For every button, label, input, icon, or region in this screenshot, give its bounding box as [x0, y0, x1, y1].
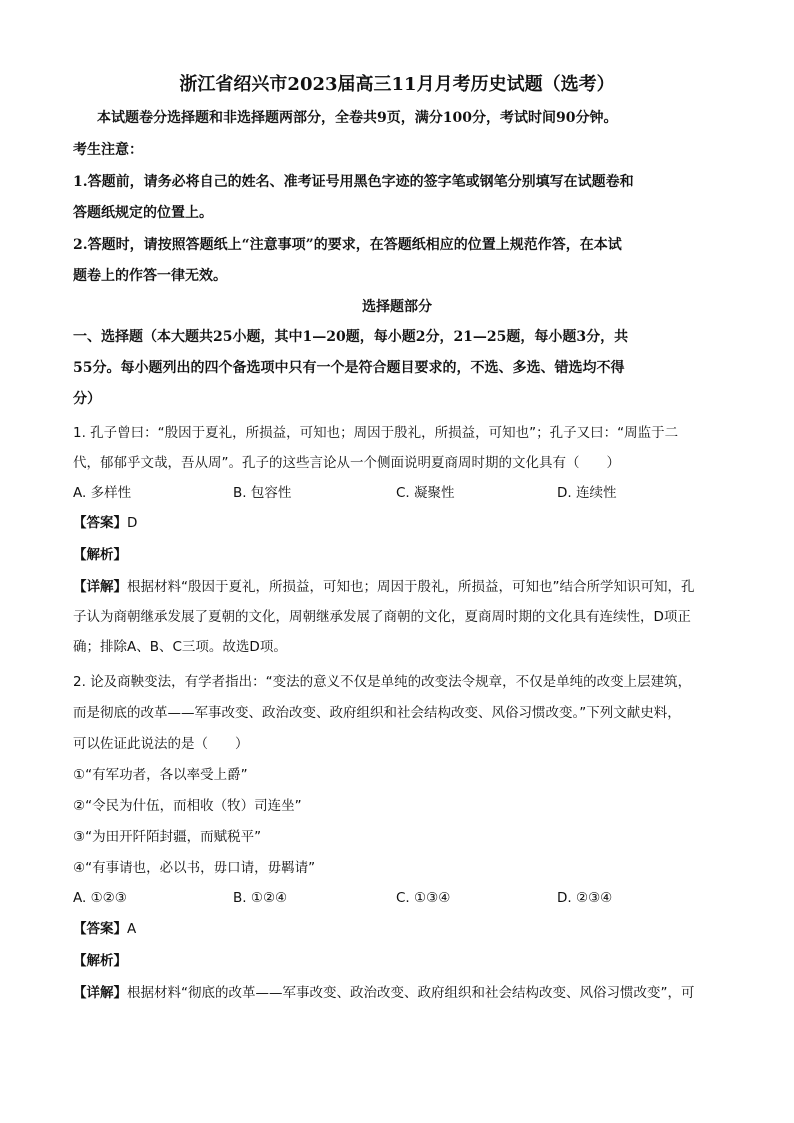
part-1-instructions-line-3: 分） [73, 391, 101, 407]
question-2-option-b: B. ①②④ [233, 890, 288, 906]
question-2-line-2: 而是彻底的改革——军事改变、政治改变、政府组织和社会结构改变、风俗习惯改变。”下列文献史料， [73, 705, 681, 721]
question-1-option-c: C. 凝聚性 [396, 485, 455, 501]
question-2-option-a: A. ①②③ [73, 890, 127, 906]
question-1-line-1: 1. 孔子曾曰：“殷因于夏礼，所损益，可知也；周因于殷礼，所损益，可知也”；孔子又曰：“周监于二 [73, 425, 679, 441]
question-1-option-d: D. 连续性 [557, 485, 617, 501]
question-2-line-1: 2. 论及商鞅变法，有学者指出：“变法的意义不仅是单纯的改变法令规章，不仅是单纯的改变上层建筑， [73, 674, 692, 690]
question-1-detail-line-2: 子认为商朝继承发展了夏朝的文化，周朝继承发展了商朝的文化，夏商周时期的文化具有连续性，D项正 [73, 609, 691, 625]
part-1-instructions-line-2: 55分。每小题列出的四个备选项中只有一个是符合题目要求的，不选、多选、错选均不得 [73, 360, 625, 376]
answer-value: A [127, 921, 137, 937]
question-1-option-b: B. 包容性 [233, 485, 292, 501]
answer-tag: 【答案】 [73, 515, 127, 531]
question-2-item-3: ③“为田开阡陌封疆，而赋税平” [73, 829, 262, 845]
intro-text: 本试题卷分选择题和非选择题两部分，全卷共9页，满分100分，考试时间90分钟。 [97, 110, 618, 126]
page-title: 浙江省绍兴市2023届高三11月月考历史试题（选考） [179, 74, 615, 95]
question-2-answer [73, 919, 136, 939]
question-1-option-a: A. 多样性 [73, 485, 132, 501]
part-1-instructions-line-1: 一、选择题（本大题共25小题，其中1—20题，每小题2分，21—25题，每小题3分，共 [73, 329, 629, 345]
notice-2-line-1: 2.答题时，请按照答题纸上“注意事项”的要求，在答题纸相应的位置上规范作答，在本试 [73, 237, 622, 253]
question-2-option-d: D. ②③④ [557, 890, 613, 906]
question-2-item-2: ②“令民为什伍，而相收（牧）司连坐” [73, 798, 302, 814]
detail-text: 根据材料“彻底的改革——军事改变、政治改变、政府组织和社会结构改变、风俗习惯改变”，可 [127, 985, 695, 1001]
detail-tag: 【详解】 [73, 985, 127, 1001]
question-2-line-3: 可以佐证此说法的是（ ） [73, 736, 249, 752]
answer-tag: 【答案】 [73, 921, 127, 937]
question-1-detail-line-3: 确；排除A、B、C三项。故选D项。 [73, 639, 287, 655]
question-2-analysis-tag: 【解析】 [73, 953, 127, 969]
question-1-answer [73, 513, 137, 533]
notice-1-line-2: 答题纸规定的位置上。 [73, 205, 213, 221]
section-heading: 选择题部分 [362, 299, 432, 315]
question-2-detail-line-1 [73, 983, 695, 1003]
question-2-item-1: ①“有军功者，各以率受上爵” [73, 767, 248, 783]
question-1-detail-line-1 [73, 577, 695, 597]
detail-tag: 【详解】 [73, 579, 127, 595]
notice-heading: 考生注意： [73, 142, 143, 158]
answer-value: D [127, 515, 138, 531]
notice-2-line-2: 题卷上的作答一律无效。 [73, 268, 227, 284]
question-1-analysis-tag: 【解析】 [73, 547, 127, 563]
question-2-option-c: C. ①③④ [396, 890, 451, 906]
question-1-line-2: 代，郁郁乎文哉，吾从周”。孔子的这些言论从一个侧面说明夏商周时期的文化具有（ ） [73, 455, 620, 471]
detail-text: 根据材料“殷因于夏礼，所损益，可知也；周因于殷礼，所损益，可知也”结合所学知识可知，孔 [127, 579, 695, 595]
question-2-item-4: ④“有事请也，必以书，毋口请，毋羁请” [73, 860, 316, 876]
notice-1-line-1: 1.答题前，请务必将自己的姓名、准考证号用黑色字迹的签字笔或钢笔分别填写在试题卷和 [73, 174, 634, 190]
